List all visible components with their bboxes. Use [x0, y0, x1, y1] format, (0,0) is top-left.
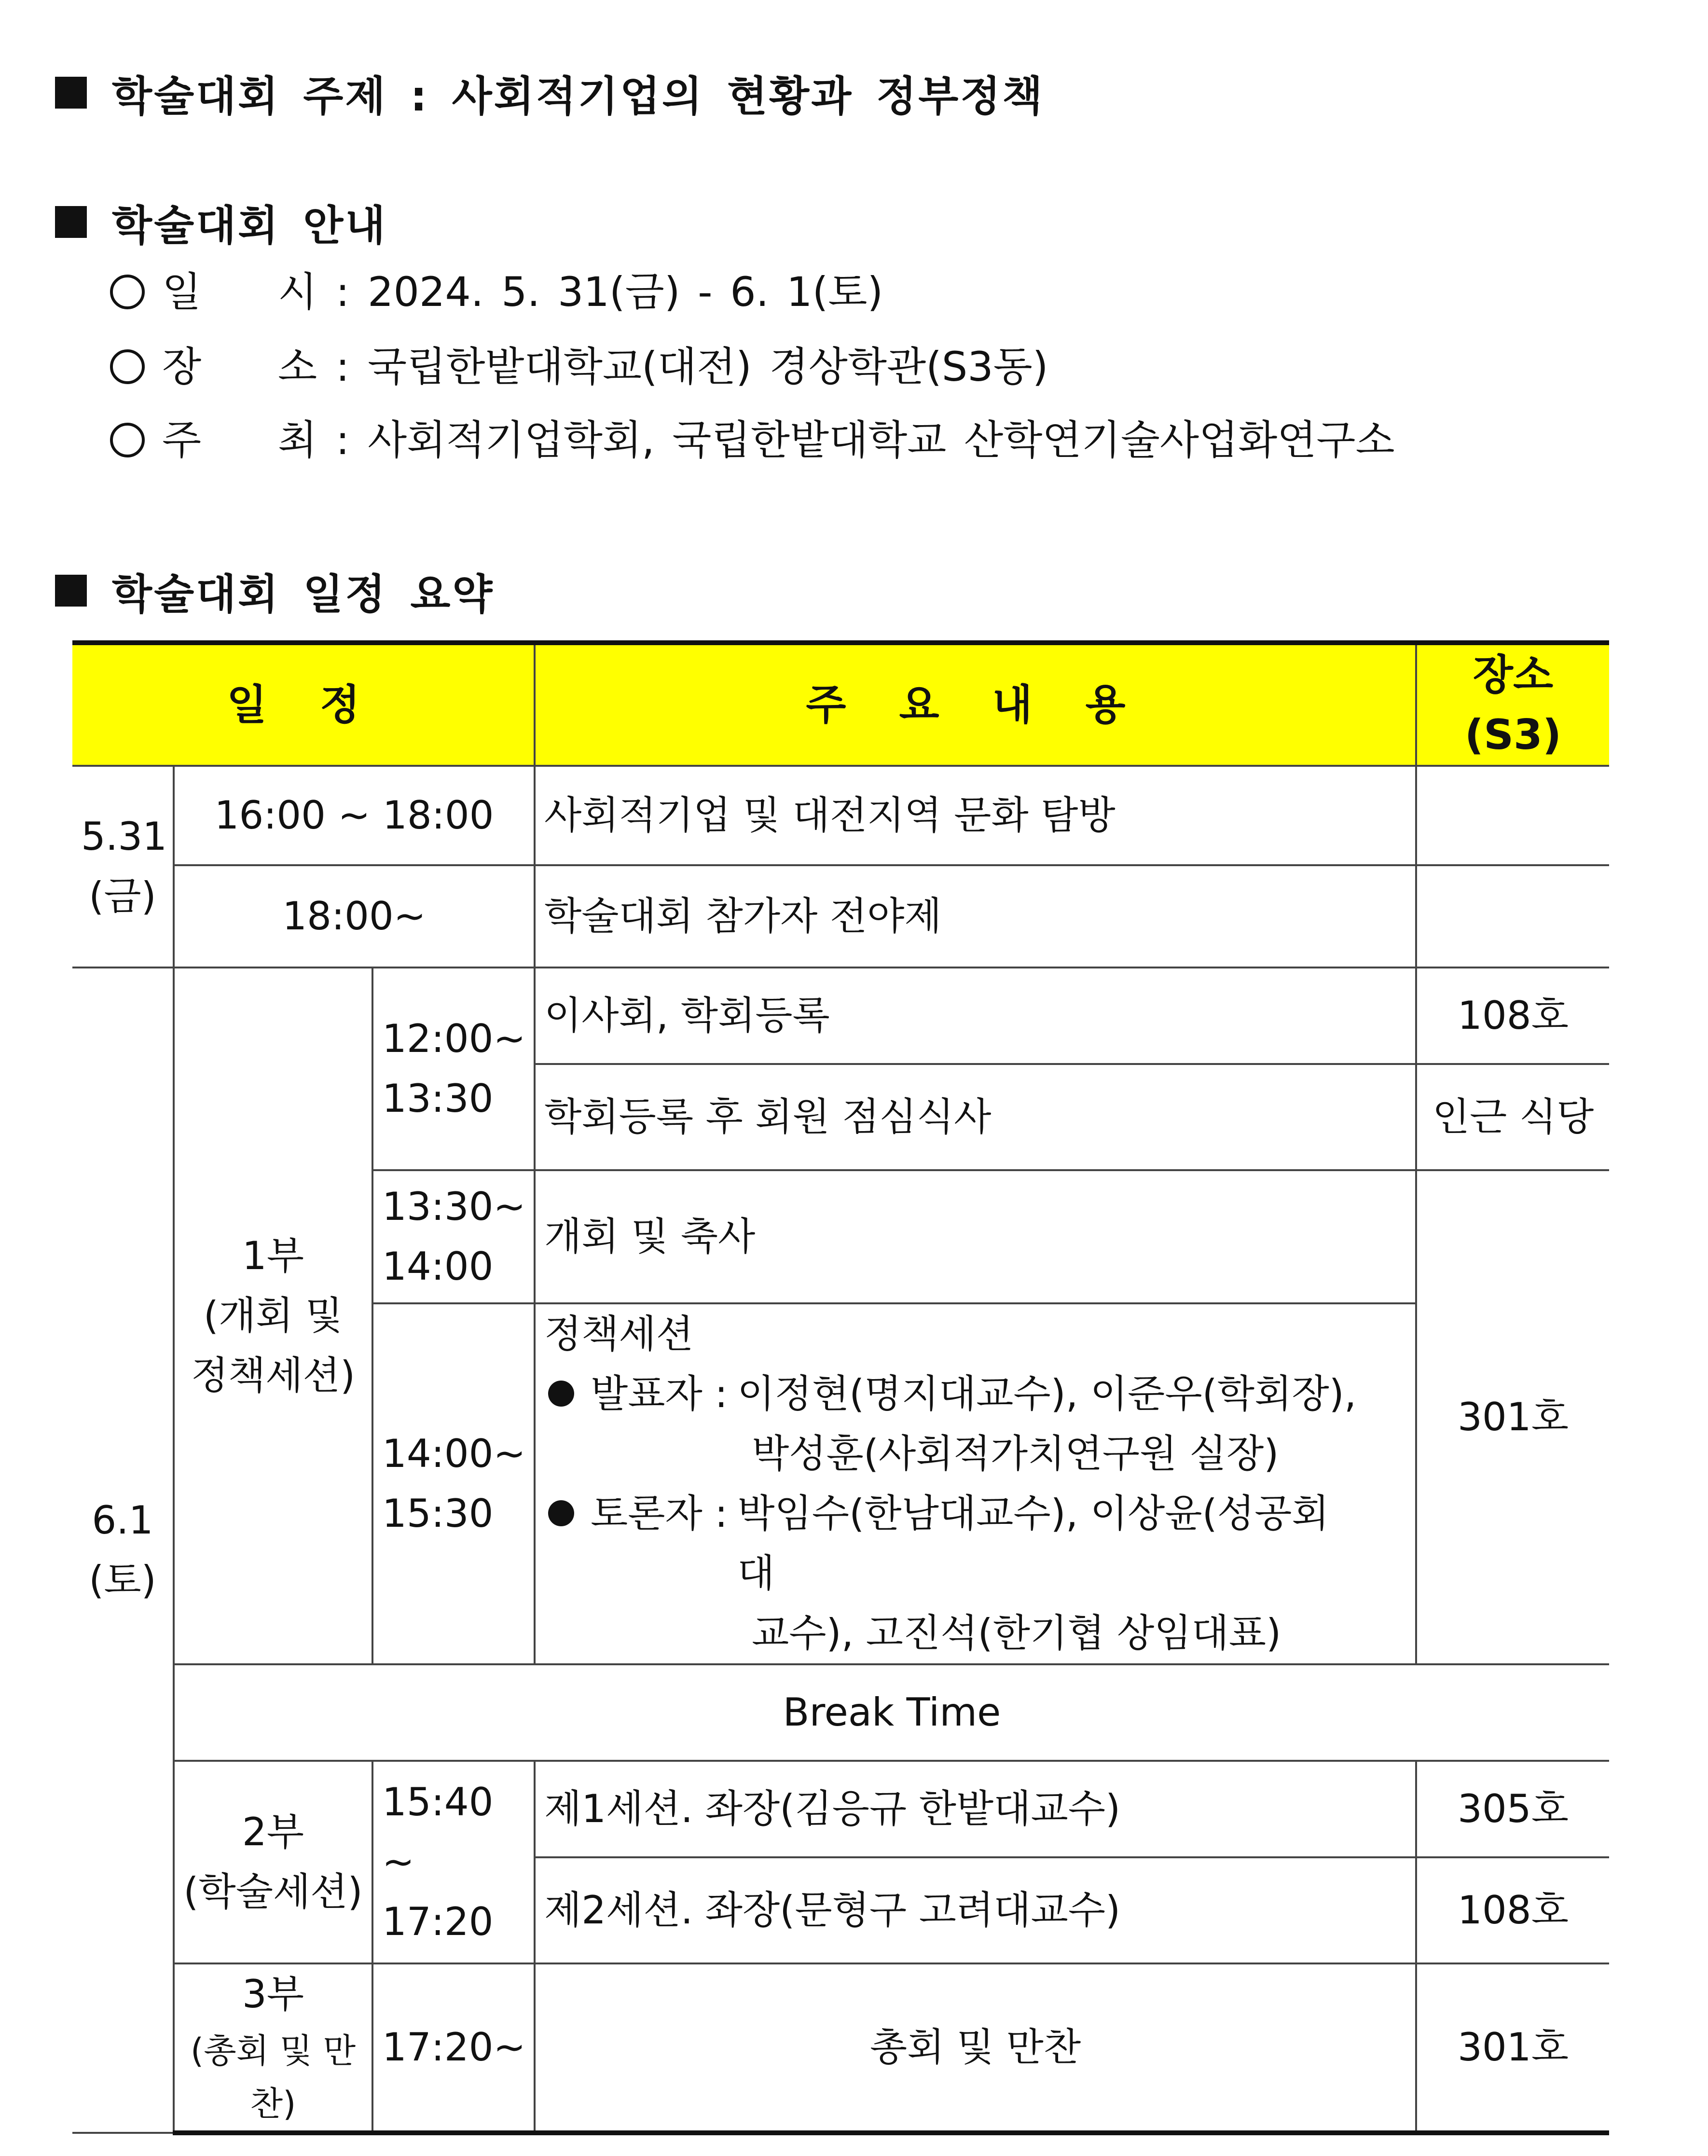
presenter-label: 발표자 : — [591, 1371, 728, 1416]
square-bullet-icon — [55, 575, 87, 607]
slot3-time-cell — [372, 1303, 535, 1664]
venue-cell: 인근 식당 — [1416, 1064, 1609, 1170]
info-colon: : — [336, 268, 350, 316]
square-bullet-icon — [55, 206, 87, 238]
info-label-second: 시 — [278, 268, 317, 316]
venue-cell — [1416, 865, 1609, 967]
part1-sub1: (개회 및 — [203, 1293, 343, 1338]
info-label-second: 소 — [278, 343, 317, 390]
slot2-time-cell — [372, 1170, 535, 1303]
circle-bullet-icon — [110, 275, 145, 309]
circle-bullet-icon — [110, 349, 145, 384]
table-row — [72, 1664, 1609, 1761]
part2-time-end: 17:20 — [382, 1899, 494, 1944]
part2-time-cell — [372, 1761, 535, 1963]
policy-session-cell — [535, 1303, 1416, 1664]
part3-title: 3부 — [242, 1972, 304, 2017]
venue-cell: 301호 — [1416, 1963, 1609, 2133]
presenter-names-cont: 박성훈(사회적가치연구원 실장) — [752, 1431, 1279, 1476]
part2-time-start: 15:40 ~ — [382, 1780, 494, 1884]
table-row — [72, 1761, 1609, 1857]
content-cell: 총회 및 만찬 — [535, 1963, 1416, 2133]
info-label-first: 일 — [162, 268, 202, 316]
info-label-first: 장 — [162, 343, 202, 390]
info-row-venue — [110, 343, 1048, 391]
part3-sub: (총회 및 만찬) — [190, 2031, 356, 2124]
slot2-time-end: 14:00 — [382, 1244, 494, 1289]
schedule-table — [72, 640, 1609, 2135]
slot3-time-start: 14:00~ — [382, 1431, 526, 1476]
heading-summary — [55, 561, 495, 621]
bullet-dot-icon — [548, 1500, 574, 1526]
venue-cell-shared: 301호 — [1416, 1170, 1609, 1664]
day2-date: 6.1 — [92, 1497, 153, 1543]
content-cell: 사회적기업 및 대전지역 문화 탐방 — [535, 766, 1416, 865]
heading-guide — [55, 192, 387, 252]
day2-weekday: (토) — [89, 1557, 156, 1603]
presenter-line — [544, 1364, 1406, 1424]
circle-bullet-icon — [110, 423, 145, 457]
part3-time-cell: 17:20~ — [372, 1963, 535, 2133]
content-cell: 학술대회 참가자 전야제 — [535, 865, 1416, 967]
info-row-date — [110, 268, 883, 316]
slot1-time-cell — [372, 967, 535, 1170]
header-venue: 장소(S3) — [1416, 643, 1609, 766]
venue-cell — [1416, 766, 1609, 865]
header-schedule: 일 정 — [72, 643, 535, 766]
day1-date-cell — [72, 766, 174, 967]
venue-cell: 108호 — [1416, 1857, 1609, 1963]
time-cell: 16:00 ~ 18:00 — [174, 766, 535, 865]
table-row — [72, 1963, 1609, 2133]
table-header-row — [72, 643, 1609, 766]
discussant-label: 토론자 : — [591, 1491, 728, 1536]
part2-sub: (학술세션) — [183, 1869, 363, 1914]
part1-title: 1부 — [242, 1233, 304, 1278]
part3-label-cell — [174, 1963, 372, 2133]
table-row — [72, 967, 1609, 1064]
day2-date-cell — [72, 967, 174, 2133]
square-bullet-icon — [55, 77, 87, 109]
content-cell: 제2세션. 좌장(문형구 고려대교수) — [535, 1857, 1416, 1963]
part2-title: 2부 — [242, 1810, 304, 1854]
policy-session-title: 정책세션 — [544, 1312, 694, 1356]
table-row — [72, 766, 1609, 865]
heading-guide-text: 학술대회 안내 — [112, 202, 387, 250]
info-label-second: 최 — [278, 416, 317, 464]
info-value: 사회적기업학회, 국립한밭대학교 산학연기술사업화연구소 — [368, 416, 1395, 464]
table-row — [72, 865, 1609, 967]
info-label-first: 주 — [162, 416, 202, 464]
info-value: 국립한밭대학교(대전) 경상학관(S3동) — [368, 343, 1048, 390]
info-value: 2024. 5. 31(금) - 6. 1(토) — [368, 268, 883, 316]
part1-sub2: 정책세션) — [191, 1353, 356, 1398]
heading-theme — [55, 63, 1045, 123]
content-cell: 학회등록 후 회원 점심식사 — [535, 1064, 1416, 1170]
time-cell: 18:00~ — [174, 865, 535, 967]
slot1-time-start: 12:00~ — [382, 1016, 526, 1061]
venue-cell: 108호 — [1416, 967, 1609, 1064]
content-cell: 개회 및 축사 — [535, 1170, 1416, 1303]
content-cell: 이사회, 학회등록 — [535, 967, 1416, 1064]
break-time-cell: Break Time — [174, 1664, 1609, 1761]
discussant-names: 박임수(한남대교수), 이상윤(성공회대 — [737, 1491, 1329, 1596]
info-colon: : — [336, 343, 350, 390]
day1-date: 5.31 — [81, 814, 167, 859]
content-cell: 제1세션. 좌장(김응규 한밭대교수) — [535, 1761, 1416, 1857]
venue-cell: 305호 — [1416, 1761, 1609, 1857]
part2-label-cell — [174, 1761, 372, 1963]
info-row-host — [110, 416, 1395, 464]
part1-label-cell — [174, 967, 372, 1664]
day1-weekday: (금) — [89, 874, 156, 919]
header-content: 주 요 내 용 — [535, 643, 1416, 766]
info-colon: : — [336, 416, 350, 464]
discussant-line — [544, 1484, 1406, 1603]
slot2-time-start: 13:30~ — [382, 1184, 526, 1229]
slot3-time-end: 15:30 — [382, 1491, 494, 1536]
heading-theme-text: 학술대회 주제 : 사회적기업의 현황과 정부정책 — [112, 72, 1045, 121]
presenter-names: 이정현(명지대교수), 이준우(학회장), — [737, 1371, 1357, 1416]
heading-summary-text: 학술대회 일정 요약 — [112, 570, 495, 619]
bullet-dot-icon — [548, 1381, 574, 1407]
discussant-names-cont: 교수), 고진석(한기협 상임대표) — [752, 1611, 1281, 1656]
slot1-time-end: 13:30 — [382, 1076, 494, 1121]
